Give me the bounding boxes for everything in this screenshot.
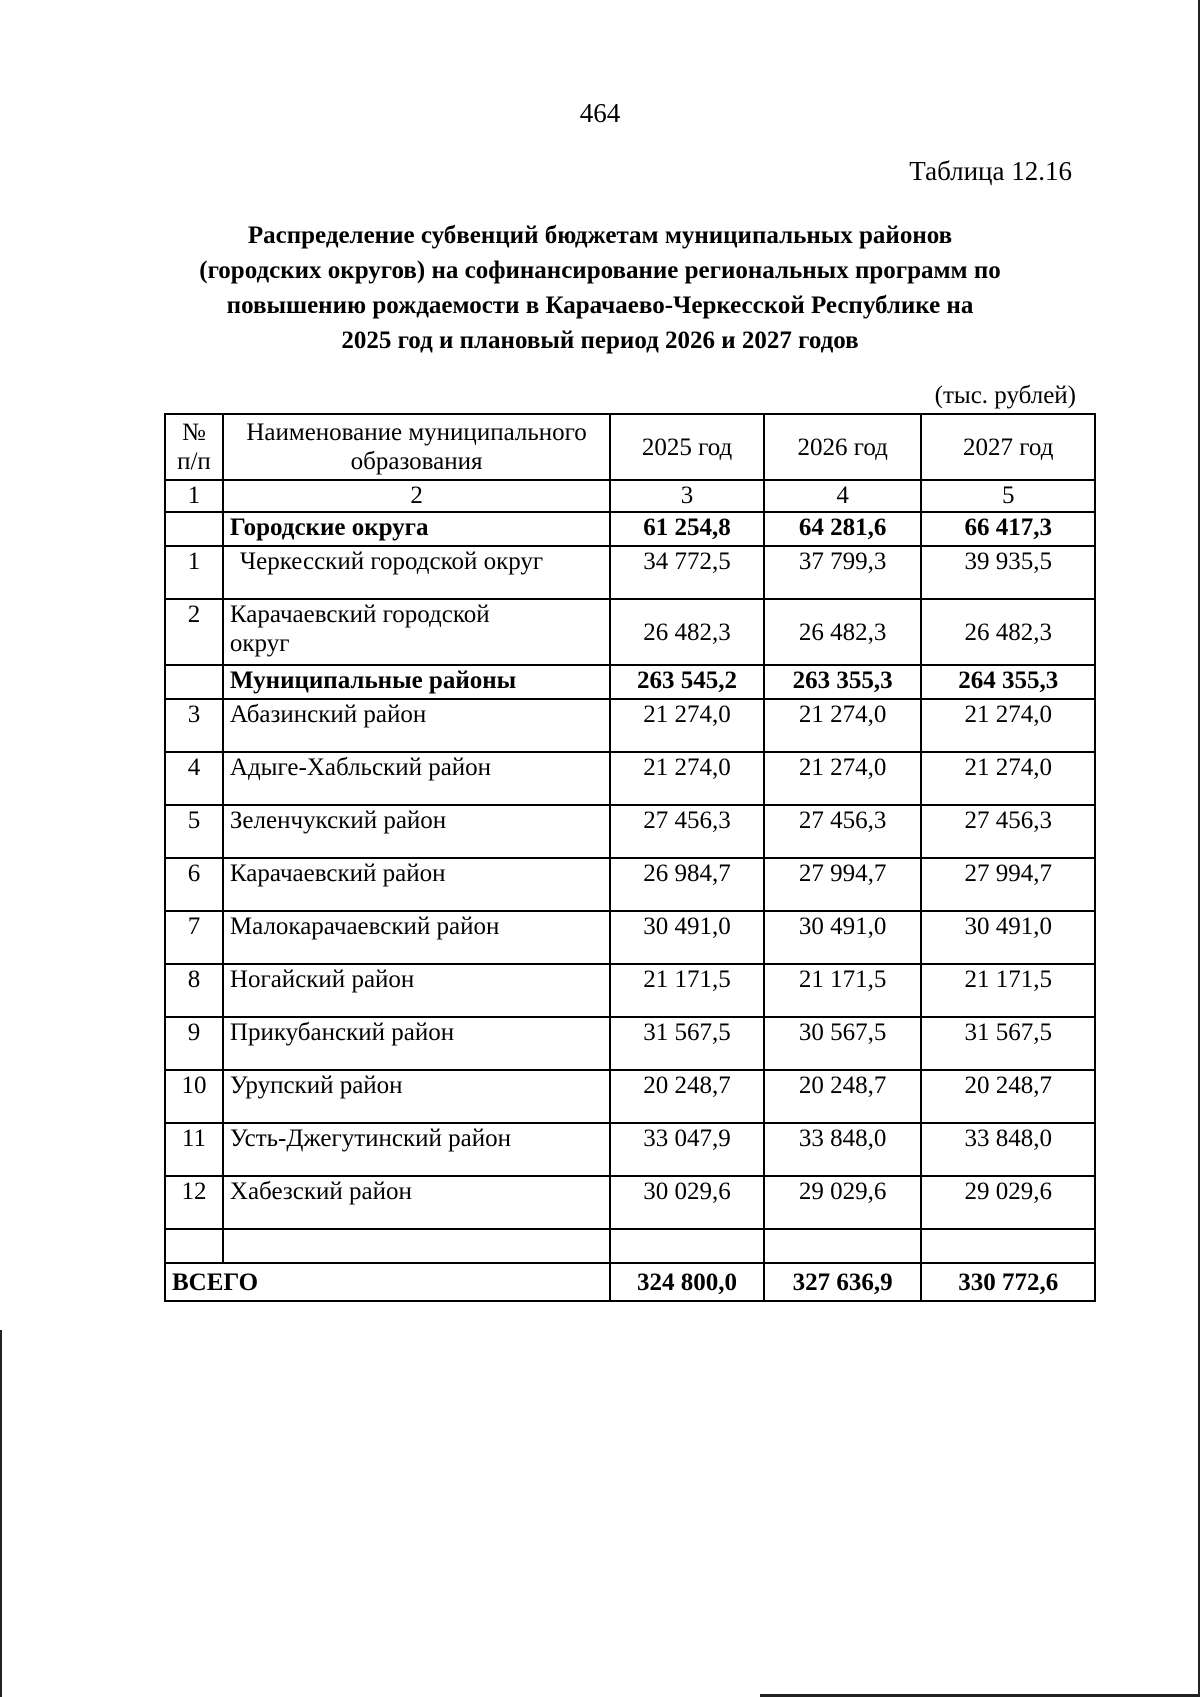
city-subtotal-row bbox=[165, 512, 1095, 546]
subtotal-2025: 61 254,8 bbox=[610, 512, 764, 546]
table-label: Таблица 12.16 bbox=[909, 156, 1072, 186]
total-2027: 330 772,6 bbox=[921, 1263, 1095, 1301]
units-label: (тыс. рублей) bbox=[934, 382, 1076, 409]
table-row bbox=[165, 805, 1095, 858]
row-2027: 31 567,5 bbox=[921, 1017, 1095, 1070]
row-2025: 26 984,7 bbox=[610, 858, 764, 911]
row-num: 10 bbox=[165, 1070, 223, 1123]
table-row bbox=[165, 1017, 1095, 1070]
row-2025: 33 047,9 bbox=[610, 1123, 764, 1176]
total-2025: 324 800,0 bbox=[610, 1263, 764, 1301]
row-name: Прикубанский район bbox=[223, 1017, 610, 1070]
row-2026: 20 248,7 bbox=[764, 1070, 922, 1123]
row-2025: 26 482,3 bbox=[610, 599, 764, 665]
row-2027: 29 029,6 bbox=[921, 1176, 1095, 1229]
row-2027: 21 274,0 bbox=[921, 699, 1095, 752]
row-name: Ногайский район bbox=[223, 964, 610, 1017]
column-numbers-row bbox=[165, 480, 1095, 512]
district-subtotal-row bbox=[165, 665, 1095, 699]
subtotal-2026: 64 281,6 bbox=[764, 512, 922, 546]
total-label: ВСЕГО bbox=[165, 1263, 610, 1301]
header-name: Наименование муниципального образования bbox=[223, 414, 610, 480]
row-name: Зеленчукский район bbox=[223, 805, 610, 858]
row-2026: 30 491,0 bbox=[764, 911, 922, 964]
row-name: Адыге-Хабльский район bbox=[223, 752, 610, 805]
column-number: 3 bbox=[610, 480, 764, 512]
row-num: 2 bbox=[165, 599, 223, 665]
title-line: (городских округов) на софинансирование региональных программ по bbox=[199, 257, 1001, 284]
table-row bbox=[165, 911, 1095, 964]
row-2027: 20 248,7 bbox=[921, 1070, 1095, 1123]
table-row bbox=[165, 599, 1095, 665]
row-name: Хабезский район bbox=[223, 1176, 610, 1229]
subtotal-name: Муниципальные районы bbox=[223, 665, 610, 699]
header-2026: 2026 год bbox=[764, 414, 922, 480]
table-row bbox=[165, 858, 1095, 911]
total-row bbox=[165, 1263, 1095, 1301]
row-2027: 21 274,0 bbox=[921, 752, 1095, 805]
row-2027: 33 848,0 bbox=[921, 1123, 1095, 1176]
subtotal-name: Городские округа bbox=[223, 512, 610, 546]
table-row bbox=[165, 546, 1095, 599]
table-row bbox=[165, 964, 1095, 1017]
row-2026: 26 482,3 bbox=[764, 599, 922, 665]
row-2026: 21 274,0 bbox=[764, 752, 922, 805]
row-num: 6 bbox=[165, 858, 223, 911]
scan-edge bbox=[0, 1330, 2, 1697]
row-name: Усть-Джегутинский район bbox=[223, 1123, 610, 1176]
table-row bbox=[165, 699, 1095, 752]
row-2027: 30 491,0 bbox=[921, 911, 1095, 964]
row-num: 11 bbox=[165, 1123, 223, 1176]
title-line: Распределение субвенций бюджетам муниципальных районов bbox=[247, 222, 953, 249]
row-num: 1 bbox=[165, 546, 223, 599]
row-2026: 21 171,5 bbox=[764, 964, 922, 1017]
row-2025: 27 456,3 bbox=[610, 805, 764, 858]
subsidy-table bbox=[164, 413, 1096, 1302]
row-2026: 30 567,5 bbox=[764, 1017, 922, 1070]
header-2027: 2027 год bbox=[921, 414, 1095, 480]
row-2027: 21 171,5 bbox=[921, 964, 1095, 1017]
row-num: 7 bbox=[165, 911, 223, 964]
row-2025: 20 248,7 bbox=[610, 1070, 764, 1123]
total-2026: 327 636,9 bbox=[764, 1263, 922, 1301]
subtotal-2027: 66 417,3 bbox=[921, 512, 1095, 546]
row-2025: 31 567,5 bbox=[610, 1017, 764, 1070]
row-num: 9 bbox=[165, 1017, 223, 1070]
row-2026: 29 029,6 bbox=[764, 1176, 922, 1229]
row-name: Черкесский городской округ bbox=[223, 546, 610, 599]
row-2026: 33 848,0 bbox=[764, 1123, 922, 1176]
subtotal-2026: 263 355,3 bbox=[764, 665, 922, 699]
row-2025: 21 274,0 bbox=[610, 699, 764, 752]
column-number: 1 bbox=[165, 480, 223, 512]
row-name: Малокарачаевский район bbox=[223, 911, 610, 964]
table-header-row bbox=[165, 414, 1095, 480]
header-2025: 2025 год bbox=[610, 414, 764, 480]
row-num: 12 bbox=[165, 1176, 223, 1229]
row-2026: 27 456,3 bbox=[764, 805, 922, 858]
table-row bbox=[165, 752, 1095, 805]
row-num: 3 bbox=[165, 699, 223, 752]
blank-row bbox=[165, 1229, 1095, 1263]
row-2026: 21 274,0 bbox=[764, 699, 922, 752]
column-number: 5 bbox=[921, 480, 1095, 512]
table-row bbox=[165, 1176, 1095, 1229]
row-2027: 27 994,7 bbox=[921, 858, 1095, 911]
row-name: Карачаевский район bbox=[223, 858, 610, 911]
row-num: 5 bbox=[165, 805, 223, 858]
row-name: Урупский район bbox=[223, 1070, 610, 1123]
subtotal-2027: 264 355,3 bbox=[921, 665, 1095, 699]
title-line: 2025 год и плановый период 2026 и 2027 годов bbox=[341, 327, 859, 354]
row-2026: 27 994,7 bbox=[764, 858, 922, 911]
row-num: 4 bbox=[165, 752, 223, 805]
document-title bbox=[150, 218, 1050, 358]
row-name: Карачаевский городской округ bbox=[223, 599, 610, 665]
row-2027: 39 935,5 bbox=[921, 546, 1095, 599]
row-2025: 30 491,0 bbox=[610, 911, 764, 964]
column-number: 4 bbox=[764, 480, 922, 512]
table-row bbox=[165, 1070, 1095, 1123]
title-line: повышению рождаемости в Карачаево-Черкесской Республике на bbox=[226, 292, 974, 319]
row-2027: 27 456,3 bbox=[921, 805, 1095, 858]
row-name: Абазинский район bbox=[223, 699, 610, 752]
row-2027: 26 482,3 bbox=[921, 599, 1095, 665]
column-number: 2 bbox=[223, 480, 610, 512]
row-2025: 21 171,5 bbox=[610, 964, 764, 1017]
page-number: 464 bbox=[579, 98, 621, 128]
row-2026: 37 799,3 bbox=[764, 546, 922, 599]
row-num: 8 bbox=[165, 964, 223, 1017]
header-num: № п/п bbox=[165, 414, 223, 480]
row-2025: 30 029,6 bbox=[610, 1176, 764, 1229]
subtotal-2025: 263 545,2 bbox=[610, 665, 764, 699]
row-2025: 21 274,0 bbox=[610, 752, 764, 805]
row-2025: 34 772,5 bbox=[610, 546, 764, 599]
table-row bbox=[165, 1123, 1095, 1176]
